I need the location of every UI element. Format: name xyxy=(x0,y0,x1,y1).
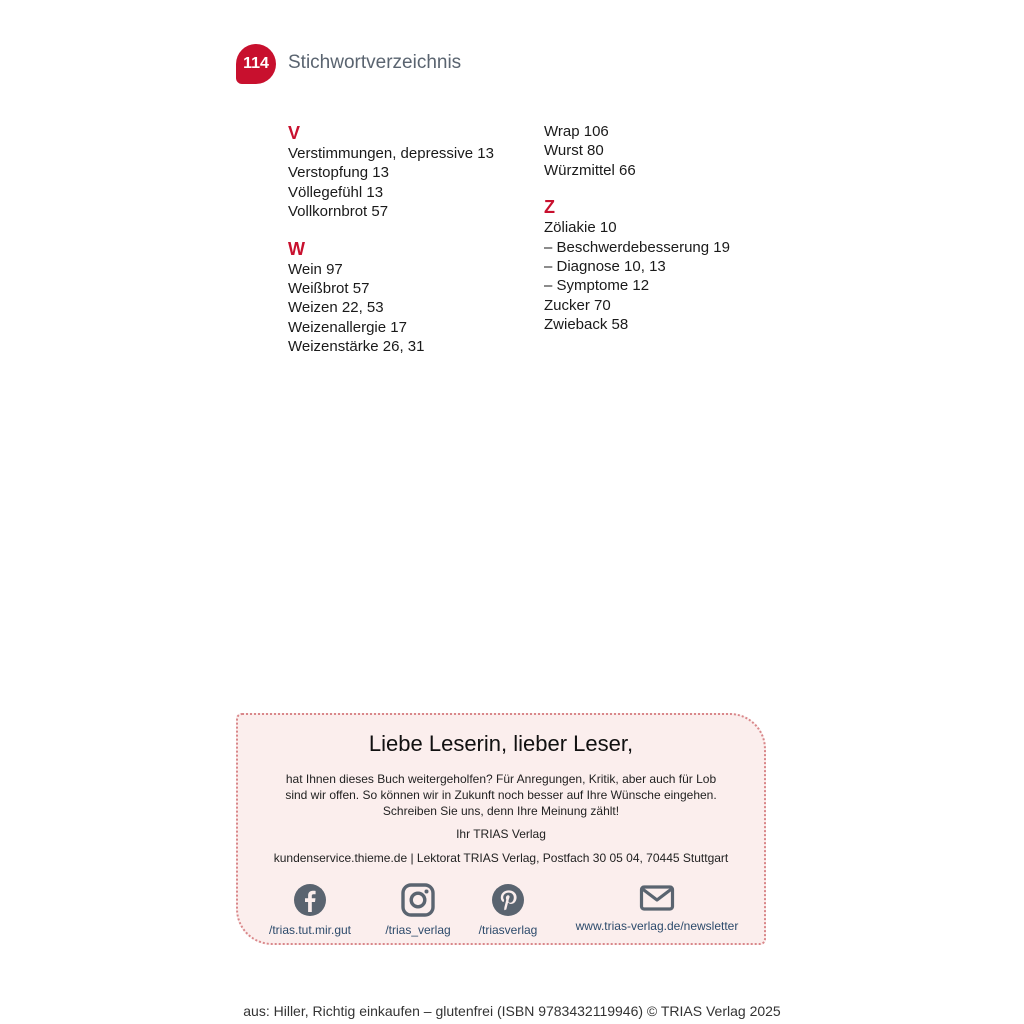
index-entry: – Diagnose 10, 13 xyxy=(544,258,666,276)
mail-icon xyxy=(639,883,675,913)
index-column-left xyxy=(288,122,494,357)
social-pinterest[interactable] xyxy=(470,883,546,937)
feedback-body xyxy=(238,771,764,819)
instagram-icon xyxy=(401,883,435,917)
index-entry: Völlegefühl 13 xyxy=(288,183,384,201)
index-entry: – Symptome 12 xyxy=(544,277,650,295)
social-label[interactable]: /trias.tut.mir.gut xyxy=(268,923,352,937)
page-number: 114 xyxy=(243,55,269,72)
index-entry: Wein 97 xyxy=(288,260,343,278)
pinterest-icon xyxy=(491,883,525,917)
index-entry: Weizenallergie 17 xyxy=(288,318,407,336)
feedback-heading: Liebe Leserin, lieber Leser, xyxy=(368,731,634,756)
feedback-signature: Ihr TRIAS Verlag xyxy=(456,827,546,841)
index-entry: Wrap 106 xyxy=(544,123,609,140)
page-number-badge xyxy=(236,44,276,84)
social-label[interactable]: www.trias-verlag.de/newsletter xyxy=(575,919,739,933)
social-label[interactable]: /trias_verlag xyxy=(385,923,451,937)
index-entry: Verstimmungen, depressive 13 xyxy=(288,145,494,162)
index-entry: Würzmittel 66 xyxy=(544,161,636,179)
index-entry: Weizen 22, 53 xyxy=(288,299,384,317)
social-newsletter[interactable] xyxy=(560,883,754,933)
index-letter: Z xyxy=(544,197,555,218)
feedback-body-line: hat Ihnen dieses Buch weitergeholfen? Für Anregungen, Kritik, aber auch für Lob xyxy=(285,772,717,786)
facebook-icon xyxy=(293,883,327,917)
social-instagram[interactable] xyxy=(376,883,460,937)
feedback-box xyxy=(236,713,766,945)
feedback-body-line: sind wir offen. So können wir in Zukunft noch besser auf Ihre Wünsche eingehen. xyxy=(285,788,717,802)
index-entry: Verstopfung 13 xyxy=(288,164,389,182)
social-label[interactable]: /triasverlag xyxy=(478,923,538,937)
index-entry: Vollkornbrot 57 xyxy=(288,203,389,221)
index-entry: Wurst 80 xyxy=(544,142,604,160)
index-letter: W xyxy=(288,238,305,259)
index-entry: Zöliakie 10 xyxy=(544,219,617,237)
section-title: Stichwortverzeichnis xyxy=(288,52,462,73)
index-letter: V xyxy=(288,123,301,143)
social-facebook[interactable] xyxy=(260,883,360,937)
footer-citation: aus: Hiller, Richtig einkaufen – glutenfrei (ISBN 9783432119946) © TRIAS Verlag 2025 xyxy=(243,1003,781,1019)
index-entry: – Beschwerdebesserung 19 xyxy=(544,238,730,256)
index-entry: Weizenstärke 26, 31 xyxy=(288,338,425,356)
index-column-right xyxy=(544,122,730,335)
index-entry: Zucker 70 xyxy=(544,296,611,314)
feedback-contact: kundenservice.thieme.de | Lektorat TRIAS Verlag, Postfach 30 05 04, 70445 Stuttgart xyxy=(273,851,729,865)
index-entry: Zwieback 58 xyxy=(544,316,629,334)
index-entry: Weißbrot 57 xyxy=(288,280,370,298)
social-links xyxy=(238,883,764,937)
feedback-body-line: Schreiben Sie uns, denn Ihre Meinung zählt! xyxy=(382,804,620,818)
